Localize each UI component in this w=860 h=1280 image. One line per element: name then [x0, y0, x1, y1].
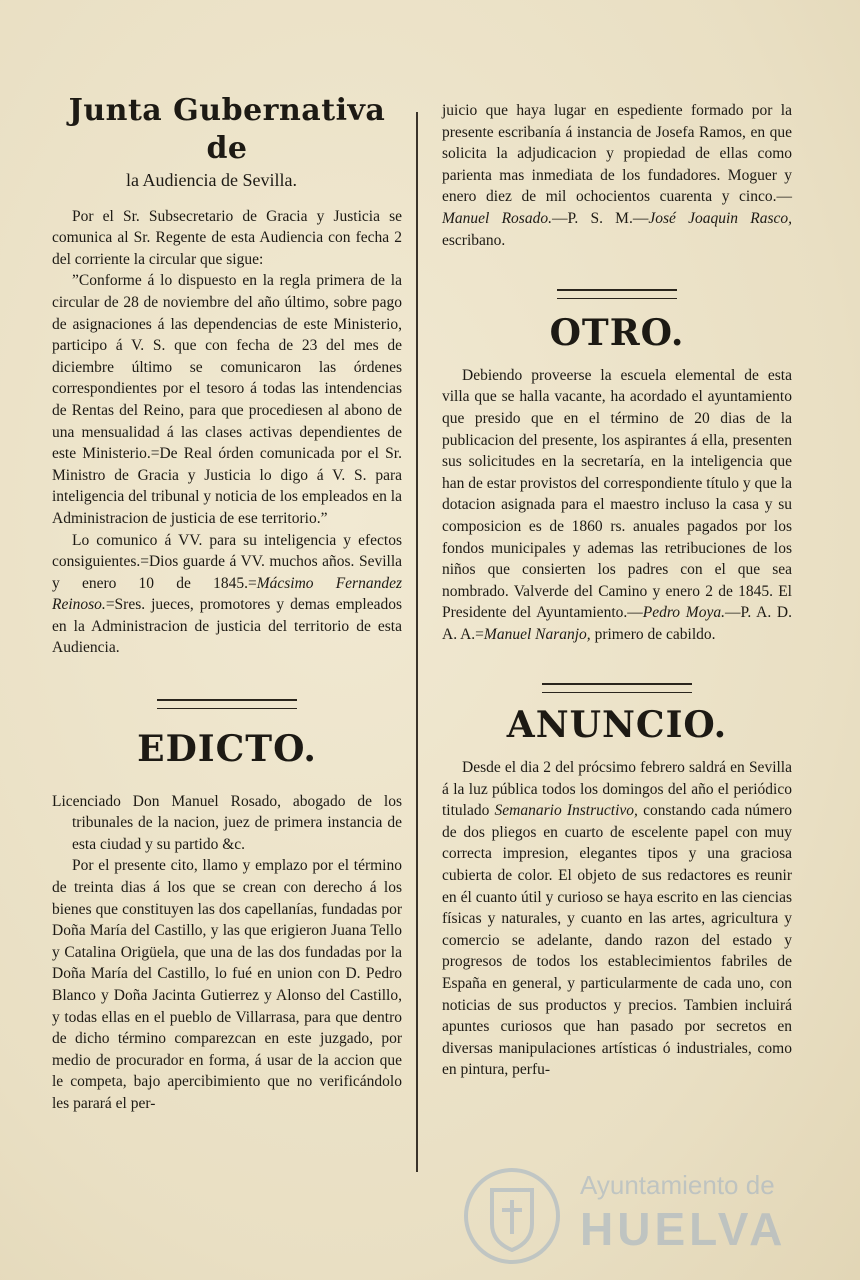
junta-subtitle: la Audiencia de Sevilla. — [126, 170, 297, 190]
edicto-signature-1: Manuel Rosado. — [442, 209, 552, 227]
huelva-shield-icon — [462, 1166, 562, 1266]
right-column — [442, 0, 792, 1081]
junta-title: Junta Gubernativa de — [68, 93, 386, 166]
junta-paragraph-3 — [52, 530, 402, 660]
edicto-title: EDICTO. — [137, 728, 317, 771]
huelva-watermark — [462, 1166, 832, 1266]
edicto-paragraph-2: Por el presente cito, llamo y emplazo por el término de treinta dias á los que se crean con derecho á los bienes que constituyen las dos capellanías, fundadas por Doña María del Castillo, y las que erigieron Juana Tello y Catalina Origüela, que una de las dos fundadas por la Doña María del Castillo, lo fué en union con D. Pedro Blanco y Doña Jacinta Gutierrez y Alonso del Castillo, y todas ellas en el pueblo de Villarrasa, para que dentro de dicho término comparezcan en este juzgado, por medio de procurador en forma, á usar de la accion que le competa, bajo apercibimiento que no verificándolo les parará el per- — [52, 857, 402, 1112]
junta-paragraph-1: Por el Sr. Subsecretario de Gracia y Justicia se comunica al Sr. Regente de esta Audiencia con fecha 2 del corriente la circular que sigue: — [52, 207, 402, 268]
edicto-paragraph-1: Licenciado Don Manuel Rosado, abogado de los tribunales de la nacion, juez de primera instancia de esta ciudad y su partido &c. — [52, 792, 402, 853]
otro-signature-2: Manuel Naranjo, — [483, 625, 591, 643]
anuncio-paragraph-tail: constando cada número de dos pliegos en cuarto de escelente papel con muy correcta impresion, elegantes tipos y una graciosa cubierta de color. El objeto de sus redactores es reunir en él cuanto útil y curioso se haya escrito en las ciencias físicas y naturales, y cuanto en las artes, agricultura y comercio se adelante, dando razon del estado y progresos de todos los establecimientos fabriles de España en general, y particularmente de cada uno, con noticias de sus productos y precios. Tambien incluirá apuntes curiosos que han pasado por secretos en diversas manipulaciones artísticas ó industriales, como en pintura, perfu- — [442, 802, 792, 1079]
edicto-continuation-tail: escribano. — [442, 231, 506, 249]
anuncio-paragraph — [442, 757, 792, 1081]
section-divider — [557, 289, 677, 299]
anuncio-periodical-name: Semanario Instructivo, — [494, 802, 638, 820]
otro-signature-1: Pedro Moya. — [642, 604, 725, 622]
otro-paragraph-tail: primero de cabildo. — [590, 625, 716, 643]
column-divider — [416, 112, 418, 1172]
otro-paragraph-mid: —P. A. D. A. A.= — [442, 604, 792, 643]
otro-paragraph — [442, 365, 792, 646]
section-divider — [542, 683, 692, 693]
junta-signature: Mácsimo Fernandez Reinoso. — [52, 574, 402, 614]
edicto-signature-2: José Joaquin Rasco, — [648, 209, 792, 227]
left-column — [52, 0, 402, 1115]
otro-title: OTRO. — [549, 312, 685, 355]
section-divider — [157, 699, 297, 709]
junta-paragraph-3-text: Lo comunico á VV. para su inteligencia y efectos consiguientes.=Dios guarde á VV. muchos años. Sevilla y enero 10 de 1845.= — [52, 531, 402, 592]
junta-paragraph-2: ”Conforme á lo dispuesto en la regla primera de la circular de 28 de noviembre del año último, sobre pago de asignaciones á las dependencias de este Ministerio, participo á V. S. que con fecha de 23 del mes de diciembre último se comunicaron las órdenes correspondientes por el tesoro á todas las intendencias de Rentas del Reino, para que procediesen al abono de una mensualidad á las clases activas dependientes de este Ministerio.=De Real órden comunicada por el Sr. Ministro de Gracia y Justicia lo digo á V. S. para inteligencia del tribunal y noticia de los empleados en la Administracion de justicia de ese territorio.” — [52, 272, 402, 527]
anuncio-title: ANUNCIO. — [506, 704, 728, 747]
watermark-line-1: Ayuntamiento de — [580, 1170, 775, 1200]
watermark-line-2: HUELVA — [580, 1203, 787, 1255]
anuncio-paragraph-text: Desde el dia 2 del prócsimo febrero saldrá en Sevilla á la luz pública todos los domingos del año el periódico titulado — [442, 759, 792, 820]
junta-paragraph-3-tail: =Sres. jueces, promotores y demas empleados en la Administracion de justicia del territorio de esta Audiencia. — [52, 596, 402, 657]
edicto-continuation-text: juicio que haya lugar en espediente formado por la presente escribanía á instancia de Josefa Ramos, en que solicita la adjudicacion y propiedad de ellas como parienta mas inmediata de los fundadores. Moguer y enero diez de mil ochocientos cuarenta y cinco.— — [442, 102, 792, 206]
otro-paragraph-text: Debiendo proveerse la escuela elemental de esta villa que se halla vacante, ha acordado el ayuntamiento que presido que en el término de 20 dias de la publicacion del presente, los aspirantes á ella, presenten sus solicitudes en la secretaría, en la inteligencia que han de estar provistos del correspondiente título y que la dotacion asignada para el maestro incluso la casa y su composicion es de 1860 rs. anuales pagados por los fondos municipales y ademas las retribuciones de los niños que consierten los padres con el que sea nombrado. Valverde del Camino y enero 2 de 1845. El Presidente del Ayuntamiento.— — [442, 366, 792, 622]
edicto-continuation-mid: —P. S. M.— — [551, 209, 649, 227]
edicto-continuation — [442, 100, 792, 251]
